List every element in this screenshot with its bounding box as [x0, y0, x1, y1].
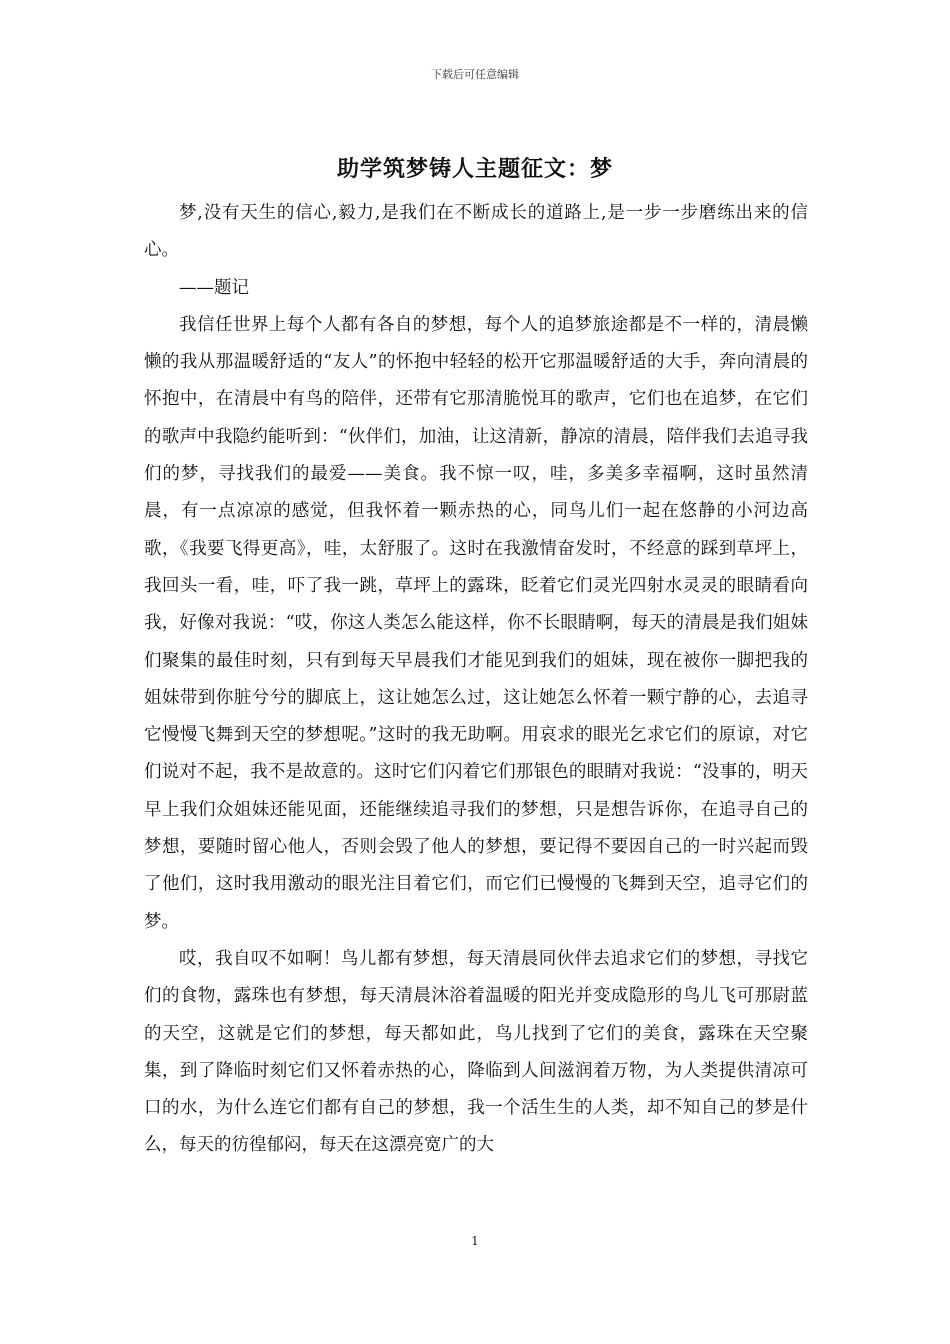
- page-header-note: 下载后可任意编辑: [431, 68, 519, 81]
- body-paragraph-epigraph-source: ——题记: [179, 277, 249, 298]
- body-paragraph-epigraph: 梦,没有天生的信心,毅力,是我们在不断成长的道路上,是一步一步磨练出来的信心。: [144, 203, 808, 261]
- document-title: 助学筑梦铸人主题征文：梦: [336, 156, 613, 182]
- body-paragraph: 哎，我自叹不如啊！鸟儿都有梦想，每天清晨同伙伴去追求它们的梦想，寻找它们的食物，露珠也有梦想，每天清晨沐浴着温暖的阳光并变成隐形的鸟儿飞可那尉蓝的天空，这就是它们的梦想，每天都如此，鸟儿找到了它们的美食，露珠在天空聚集，到了降临时刻它们又怀着赤热的心，降临到人间滋润着万物，为人类提供清凉可口的水，为什么连它们都有自己的梦想，我一个活生生的人类，却不知自己的梦是什么，每天的彷徨郁闷，每天在这漂亮宽广的大: [144, 948, 808, 1156]
- page-number: 1: [471, 1234, 479, 1248]
- body-paragraph: 我信任世界上每个人都有各自的梦想，每个人的追梦旅途都是不一样的，清晨懒懒的我从那温暖舒适的“友人”的怀抱中轻轻的松开它那温暖舒适的大手，奔向清晨的怀抱中，在清晨中有鸟的陪伴，还带有它那清脆悦耳的歌声，它们也在追梦，在它们的歌声中我隐约能听到：“伙伴们，加油，让这清新，静凉的清晨，陪伴我们去追寻我们的梦，寻找我们的最爱——美食。我不惊一叹，哇，多美多幸福啊，这时虽然清晨，有一点凉凉的感觉，但我怀着一颗赤热的心，同鸟儿们一起在悠静的小河边高歌，《我要飞得更高》，哇，太舒服了。这时在我激情奋发时，不经意的踩到草坪上，我回头一看，哇，吓了我一跳，草坪上的露珠，眨着它们灵光四射水灵灵的眼睛看向我，好像对我说：“哎，你这人类怎么能这样，你不长眼睛啊，每天的清晨是我们姐妹们聚集的最佳时刻，只有到每天早晨我们才能见到我们的姐妹，现在被你一脚把我的姐妹带到你脏兮兮的脚底上，这让她怎么过，这让她怎么怀着一颗宁静的心，去追寻它慢慢飞舞到天空的梦想呢。”这时的我无助啊。用哀求的眼光乞求它们的原谅，对它们说对不起，我不是故意的。这时它们闪着它们那银色的眼睛对我说：“没事的，明天早上我们众姐妹还能见面，还能继续追寻我们的梦想，只是想告诉你，在追寻自己的梦想，要随时留心他人，否则会毁了他人的梦想，要记得不要因自己的一时兴起而毁了他们，这时我用激动的眼光注目着它们，而它们已慢慢的飞舞到天空，追寻它们的梦。: [144, 314, 808, 932]
- document-body: [144, 195, 808, 1165]
